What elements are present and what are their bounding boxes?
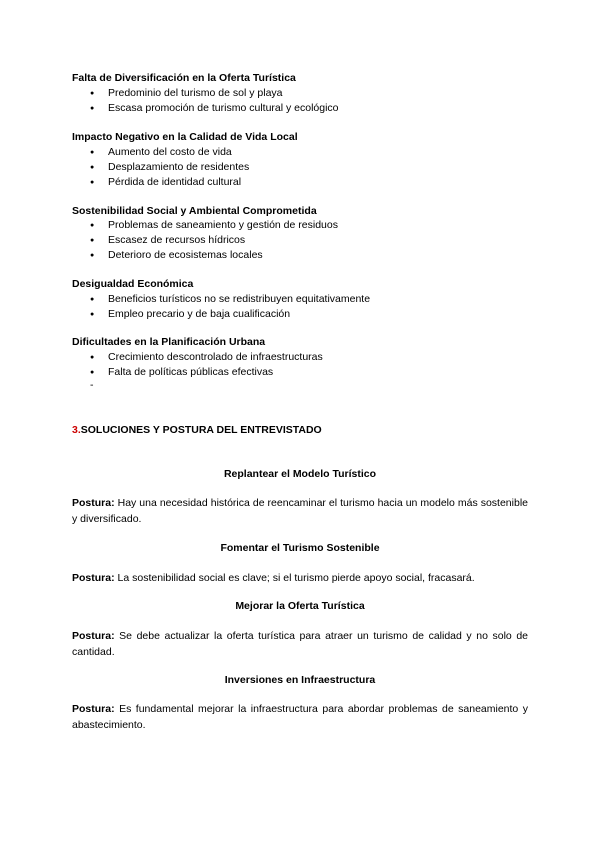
list-item: ● Empleo precario y de baja cualificación [72,307,370,322]
section-title-diversificacion: Falta de Diversificación en la Oferta Turística [72,72,296,84]
postura-label: Postura: [72,497,115,509]
solution-title-infraestructura: Inversiones en Infraestructura [224,674,376,686]
list-item: ● Aumento del costo de vida [72,145,249,160]
solution-title-sostenible: Fomentar el Turismo Sostenible [220,542,380,554]
postura-label: Postura: [72,572,115,584]
list-item: ● Problemas de saneamiento y gestión de residuos [72,218,338,233]
list-item: ● Escasa promoción de turismo cultural y ecológico [72,101,339,116]
heading-text: SOLUCIONES Y POSTURA DEL ENTREVISTADO [80,424,322,436]
bullet-list-desigualdad [72,292,370,322]
list-item: ● Deterioro de ecosistemas locales [72,248,338,263]
postura-text: Es fundamental mejorar la infraestructura para abordar problemas de saneamiento y abastecimiento. [72,703,528,731]
postura-label: Postura: [72,703,115,715]
list-dash: - [90,379,94,391]
list-item: ● Predominio del turismo de sol y playa [72,86,339,101]
solution-paragraph-modelo [72,495,528,527]
postura-text: La sostenibilidad social es clave; si el turismo pierde apoyo social, fracasará. [114,572,475,584]
solution-paragraph-infraestructura [72,701,528,733]
list-item: ● Crecimiento descontrolado de infraestructuras [72,350,323,365]
bullet-list-diversificacion [72,86,339,116]
postura-label: Postura: [72,630,115,642]
heading-number: 3. [72,424,81,436]
section-heading-soluciones [72,424,322,437]
section-title-sostenibilidad: Sostenibilidad Social y Ambiental Comprometida [72,205,317,217]
list-item: ● Pérdida de identidad cultural [72,175,249,190]
bullet-list-planificacion [72,350,323,380]
list-item: ● Falta de políticas públicas efectivas [72,365,323,380]
solution-title-oferta: Mejorar la Oferta Turística [235,600,365,612]
list-item: ● Escasez de recursos hídricos [72,233,338,248]
list-item: ● Beneficios turísticos no se redistribuyen equitativamente [72,292,370,307]
bullet-list-calidad-vida [72,145,249,190]
postura-text: Hay una necesidad histórica de reencaminar el turismo hacia un modelo más sostenible y diversificado. [72,497,528,525]
solution-paragraph-oferta [72,628,528,660]
bullet-list-sostenibilidad [72,218,338,263]
solution-title-modelo: Replantear el Modelo Turístico [223,468,377,480]
postura-text: Se debe actualizar la oferta turística para atraer un turismo de calidad y no solo de cantidad. [72,630,528,658]
section-title-planificacion: Dificultades en la Planificación Urbana [72,336,266,348]
section-title-desigualdad: Desigualdad Económica [72,278,194,290]
section-title-calidad-vida: Impacto Negativo en la Calidad de Vida Local [72,131,298,143]
solution-paragraph-sostenible [72,570,528,586]
list-item: ● Desplazamiento de residentes [72,160,249,175]
